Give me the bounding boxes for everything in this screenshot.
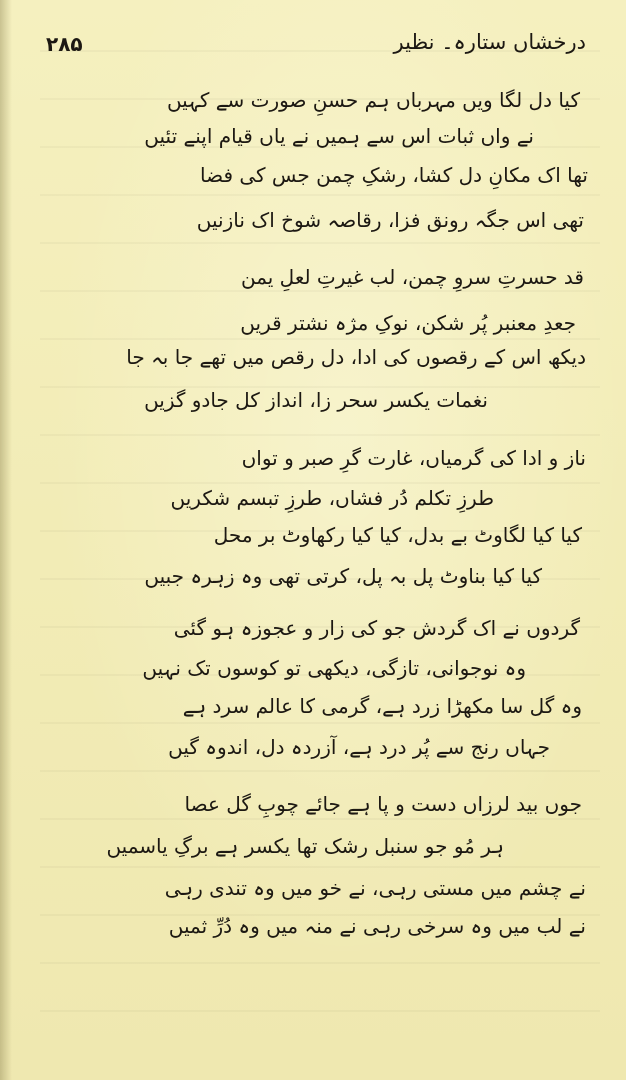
poem-line-1: کیا دل لگا ویں مہرباں ہم حسنِ صورت سے کہیں bbox=[166, 88, 580, 112]
poem-line-14: وہ نوجوانی، تازگی، دیکھی تو کوسوں تک نہیں bbox=[142, 656, 526, 680]
poem-line-20: نے لب میں وہ سرخی رہی نے منہ میں وہ دُرِّ ثمیں bbox=[168, 914, 586, 938]
poem-line-12: کیا کیا بناوٹ پل بہ پل، کرتی تھی وہ زہرہ جبیں bbox=[144, 564, 542, 588]
page-header bbox=[40, 28, 586, 68]
poem-line-4: تھی اس جگہ رونق فزا، رقاصہ شوخ اک نازنیں bbox=[196, 208, 584, 232]
poem-line-13: گردوں نے اک گردش جو کی زار و عجوزہ ہو گئی bbox=[173, 616, 580, 640]
poem-line-7: دیکھ اس کے رقصوں کی ادا، دل رقص میں تھے جا بہ جا bbox=[126, 345, 586, 369]
poem-line-15: وہ گل سا مکھڑا زرد ہے، گرمی کا عالم سرد ہے bbox=[182, 694, 582, 718]
poem-line-11: کیا کیا لگاوٹ بے بدل، کیا کیا رکھاوٹ بر محل bbox=[213, 523, 582, 547]
poem-line-2: نے واں ثبات اس سے ہمیں نے یاں قیام اپنے تئیں bbox=[144, 124, 534, 148]
poem-line-9: ناز و ادا کی گرمیاں، غارت گرِ صبر و تواں bbox=[241, 446, 586, 470]
poem-line-8: نغمات یکسر سحر زا، انداز کل جادو گزیں bbox=[144, 388, 488, 412]
poem-line-6: جعدِ معنبر پُر شکن، نوکِ مژہ نشتر قریں bbox=[240, 311, 576, 335]
running-title: درخشاں ستارہ۔ نظیر bbox=[393, 30, 586, 54]
page-number: ۲۸۵ bbox=[46, 32, 83, 56]
poem-line-17: جوں بید لرزاں دست و پا ہے جائے چوبِ گل عصا bbox=[184, 792, 582, 816]
poem-line-5: قد حسرتِ سروِ چمن، لب غیرتِ لعلِ یمن bbox=[240, 265, 584, 289]
poem-line-19: نے چشم میں مستی رہی، نے خو میں وہ تندی رہی bbox=[164, 876, 586, 900]
poem-line-3: تھا اک مکانِ دل کشا، رشکِ چمن جس کی فضا bbox=[200, 163, 588, 187]
poem-line-16: جہاں رنج سے پُر درد ہے، آزردہ دل، اندوہ گیں bbox=[168, 735, 550, 759]
poem-line-10: طرزِ تکلم دُر فشاں، طرزِ تبسم شکریں bbox=[170, 486, 494, 510]
page-spine-shadow bbox=[0, 0, 12, 1080]
poem-line-18: ہر مُو جو سنبل رشک تھا یکسر ہے برگِ یاسمیں bbox=[106, 834, 504, 858]
